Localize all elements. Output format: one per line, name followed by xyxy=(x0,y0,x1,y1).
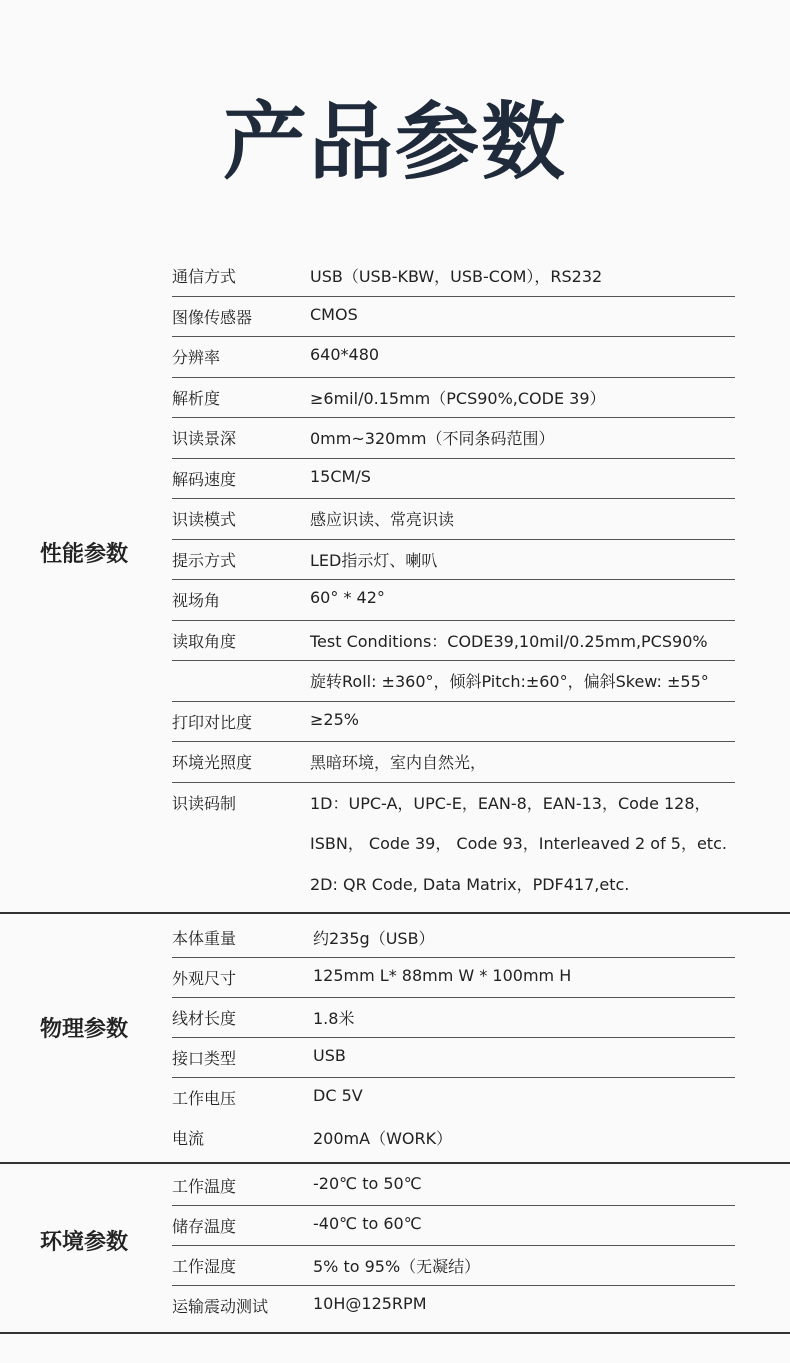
spec-key: 解析度 xyxy=(172,388,221,408)
spec-value: DC 5V xyxy=(313,1086,363,1105)
spec-value: LED指示灯、喇叭 xyxy=(310,550,438,570)
spec-row xyxy=(0,418,790,459)
spec-row xyxy=(0,998,790,1038)
spec-row xyxy=(0,256,790,297)
spec-key: 接口类型 xyxy=(172,1049,237,1068)
spec-key: 运输震动测试 xyxy=(172,1297,269,1316)
spec-key: 识读景深 xyxy=(172,429,237,448)
section-label-physical: 物理参数 xyxy=(40,1017,129,1042)
spec-row xyxy=(0,297,790,338)
spec-key: 工作温度 xyxy=(172,1177,237,1196)
spec-row xyxy=(0,702,790,743)
spec-key: 工作电压 xyxy=(172,1089,237,1108)
spec-value: 黑暗环境，室内自然光， xyxy=(310,753,487,772)
physical-section xyxy=(0,914,790,1164)
spec-key: 读取角度 xyxy=(172,631,237,651)
spec-row xyxy=(0,1246,790,1286)
section-label-environment: 环境参数 xyxy=(40,1230,129,1255)
physical-rows xyxy=(0,918,790,1158)
spec-row xyxy=(0,337,790,378)
spec-value: 1.8米 xyxy=(313,1009,355,1028)
spec-row xyxy=(0,499,790,540)
performance-section xyxy=(0,256,790,914)
spec-key: 本体重量 xyxy=(172,929,237,948)
spec-value: 2D: QR Code, Data Matrix，PDF417,etc. xyxy=(310,874,630,894)
spec-row xyxy=(0,1038,790,1078)
spec-row xyxy=(0,1078,790,1118)
spec-row xyxy=(0,540,790,581)
spec-value: USB（USB-KBW，USB-COM），RS232 xyxy=(310,267,603,286)
spec-value: 10H@125RPM xyxy=(313,1294,427,1313)
spec-row xyxy=(0,1206,790,1246)
spec-key: 识读码制 xyxy=(172,793,237,813)
spec-row xyxy=(0,580,790,621)
spec-row xyxy=(0,918,790,958)
spec-key: 提示方式 xyxy=(172,550,237,570)
environment-rows xyxy=(0,1166,790,1326)
spec-value: ISBN， Code 39， Code 93，Interleaved 2 of 5，etc. xyxy=(310,834,727,853)
spec-key: 储存温度 xyxy=(172,1217,237,1236)
spec-key: 识读模式 xyxy=(172,510,237,529)
spec-row xyxy=(0,1166,790,1206)
spec-key: 分辨率 xyxy=(172,348,221,367)
spec-row xyxy=(0,1118,790,1158)
spec-key: 解码速度 xyxy=(172,469,237,489)
spec-value: 200mA（WORK） xyxy=(313,1129,453,1148)
performance-rows xyxy=(0,256,790,904)
spec-value: 旋转Roll: ±360°，倾斜Pitch:±60°，偏斜Skew: ±55° xyxy=(310,672,709,691)
spec-value: 1D：UPC-A，UPC-E，EAN-8，EAN-13，Code 128， xyxy=(310,793,711,813)
environment-section xyxy=(0,1164,790,1334)
spec-value: -20℃ to 50℃ xyxy=(313,1174,422,1193)
spec-value: 60° * 42° xyxy=(310,588,385,607)
spec-key: 电流 xyxy=(172,1129,205,1148)
spec-value: -40℃ to 60℃ xyxy=(313,1214,422,1233)
spec-value: USB xyxy=(313,1046,346,1065)
spec-value: 15CM/S xyxy=(310,466,371,486)
spec-row xyxy=(0,783,790,824)
spec-value: 125mm L* 88mm W * 100mm H xyxy=(313,966,572,985)
spec-key: 线材长度 xyxy=(172,1009,237,1028)
spec-key: 环境光照度 xyxy=(172,753,253,772)
spec-value: ≥6mil/0.15mm（PCS90%,CODE 39） xyxy=(310,388,606,408)
section-divider xyxy=(0,1332,790,1334)
spec-row xyxy=(0,823,790,864)
spec-row xyxy=(0,742,790,783)
page-title: 产品参数 xyxy=(222,93,567,191)
spec-key: 工作湿度 xyxy=(172,1257,237,1276)
spec-key: 图像传感器 xyxy=(172,307,253,327)
spec-key: 打印对比度 xyxy=(172,712,253,732)
spec-row xyxy=(0,378,790,419)
spec-key: 外观尺寸 xyxy=(172,969,237,988)
spec-value: 640*480 xyxy=(310,345,380,364)
spec-row xyxy=(0,958,790,998)
spec-value: 5% to 95%（无凝结） xyxy=(313,1257,481,1276)
spec-key: 视场角 xyxy=(172,591,221,610)
spec-row xyxy=(0,1286,790,1326)
section-label-performance: 性能参数 xyxy=(40,542,129,567)
spec-value: 0mm~320mm（不同条码范围） xyxy=(310,429,555,448)
spec-key: 通信方式 xyxy=(172,267,237,286)
spec-value: 约235g（USB） xyxy=(313,929,435,948)
spec-value: 感应识读、常亮识读 xyxy=(310,510,455,529)
spec-row xyxy=(0,459,790,500)
spec-value: CMOS xyxy=(310,304,358,324)
spec-row xyxy=(0,661,790,702)
spec-row xyxy=(0,621,790,662)
spec-value: ≥25% xyxy=(310,709,359,729)
spec-row xyxy=(0,864,790,905)
spec-value: Test Conditions：CODE39,10mil/0.25mm,PCS90% xyxy=(310,631,708,651)
